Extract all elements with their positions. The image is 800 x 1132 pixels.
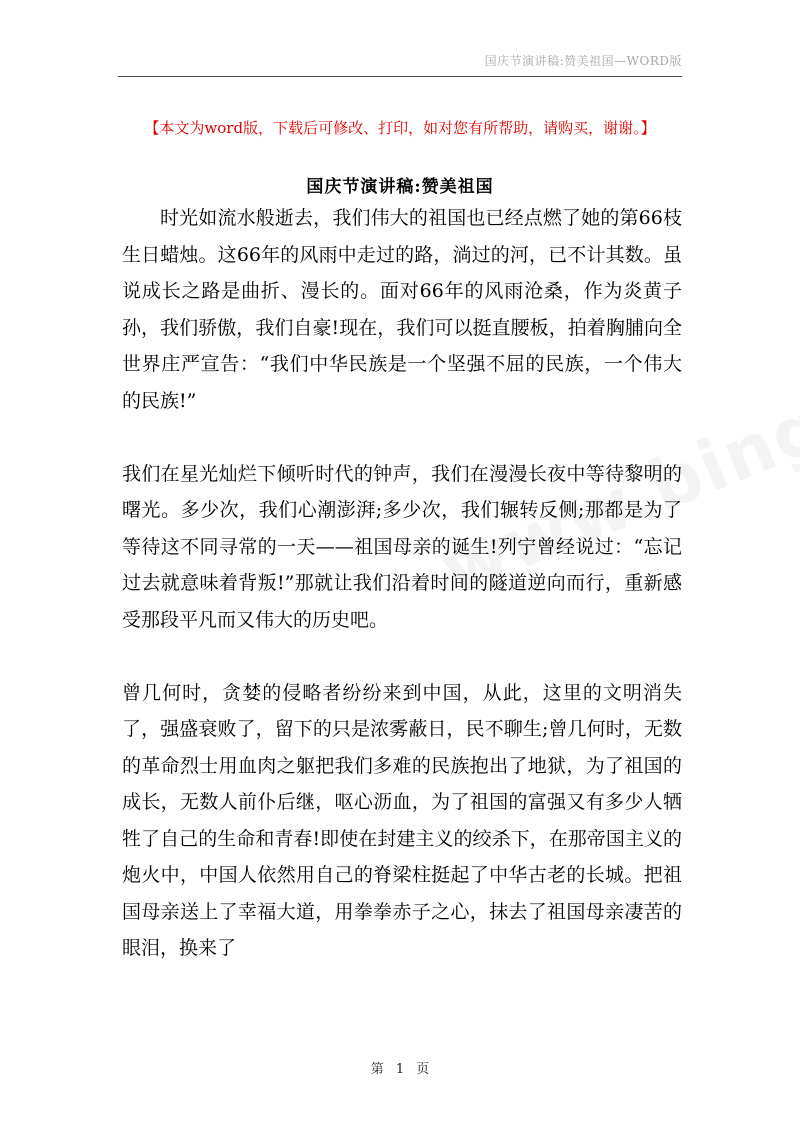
running-header: 国庆节演讲稿:赞美祖国—WORD版 [484,54,682,68]
document-title: 国庆节演讲稿:赞美祖国 [306,177,494,197]
header-divider [118,76,682,77]
paragraph-2: 我们在星光灿烂下倾听时代的钟声，我们在漫漫长夜中等待黎明的曙光。多少次，我们心潮澎湃;多少次，我们辗转反侧;那都是为了等待这不同寻常的一天——祖国母亲的诞生!列宁曾经说过：“忘记过去就意味着背叛!”那就让我们沿着时间的隧道逆向而行，重新感受那段平凡而又伟大的历史吧。 [122,462,682,631]
document-body [122,200,682,967]
page-number: 1 [395,1062,405,1077]
paragraph-3: 曾几何时，贪婪的侵略者纷纷来到中国，从此，这里的文明消失了，强盛衰败了，留下的只是浓雾蔽日，民不聊生;曾几何时，无数的革命烈士用血肉之躯把我们多难的民族抱出了地狱，为了祖国的成长，无数人前仆后继，呕心沥血，为了祖国的富强又有多少人牺牲了自己的生命和青春!即使在封建主义的绞杀下，在那帝国主义的炮火中，中国人依然用自己的脊梁柱挺起了中华古老的长城。把祖国母亲送上了幸福大道，用拳拳赤子之心，抹去了祖国母亲凄苦的眼泪，换来了 [122,681,682,959]
paragraph-spacer [122,638,682,675]
paragraph-spacer [122,419,682,456]
page-label-prefix: 第 [370,1062,384,1077]
paragraph-1: 时光如流水般逝去，我们伟大的祖国也已经点燃了她的第66枝生日蜡烛。这66年的风雨中走过的路，淌过的河，已不计其数。虽说成长之路是曲折、漫长的。面对66年的风雨沧桑，作为炎黄子孙，我们骄傲，我们自豪!现在，我们可以挺直腰板，拍着胸脯向全世界庄严宣告：“我们中华民族是一个坚强不屈的民族，一个伟大的民族!” [122,207,682,412]
download-notice: 【本文为word版，下载后可修改、打印，如对您有所帮助，请购买，谢谢。】 [144,119,656,137]
page-label-suffix: 页 [416,1062,430,1077]
page-footer [0,1058,800,1077]
